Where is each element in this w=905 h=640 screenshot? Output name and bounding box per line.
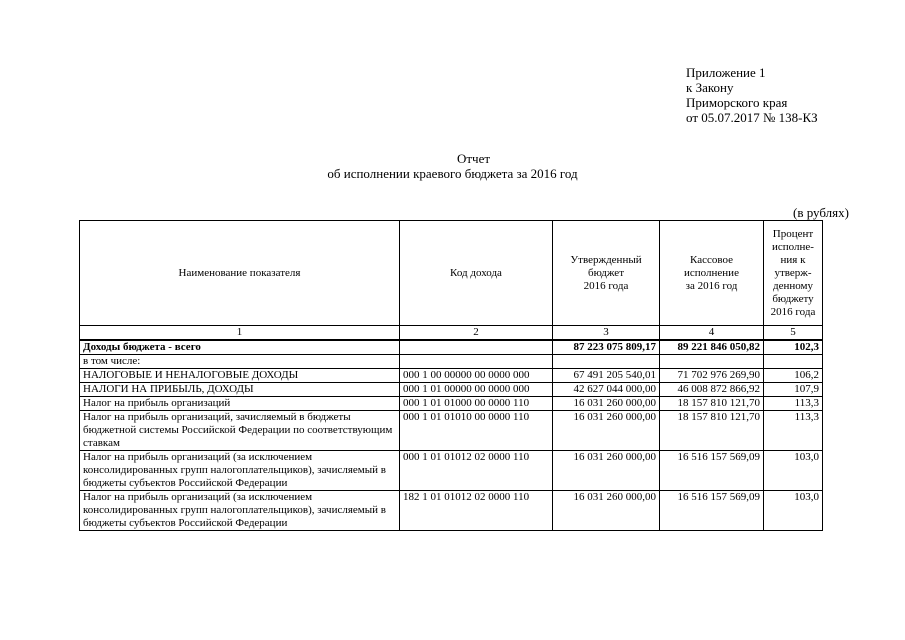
row-percent: 103,0: [764, 491, 823, 531]
row-execution: [660, 355, 764, 369]
table-row: [80, 411, 823, 451]
row-percent: 102,3: [764, 340, 823, 355]
column-number: 4: [660, 326, 764, 341]
row-name: Налог на прибыль организаций: [80, 397, 400, 411]
table-row: [80, 383, 823, 397]
row-name: НАЛОГОВЫЕ И НЕНАЛОГОВЫЕ ДОХОДЫ: [80, 369, 400, 383]
row-code: [400, 340, 553, 355]
row-percent: [764, 355, 823, 369]
column-number: 3: [553, 326, 660, 341]
row-name: Налог на прибыль организаций, зачисляемый в бюджеты бюджетной системы Российской Федерации по соответствующим ставкам: [80, 411, 400, 451]
document-title: [0, 151, 905, 181]
row-name: Налог на прибыль организаций (за исключением консолидированных групп налогоплательщиков), зачисляемый в бюджеты субъектов Российской Федерации: [80, 451, 400, 491]
row-name: Доходы бюджета - всего: [80, 340, 400, 355]
row-code: 182 1 01 01012 02 0000 110: [400, 491, 553, 531]
column-number: 2: [400, 326, 553, 341]
report-table: [79, 220, 823, 531]
row-budget: 87 223 075 809,17: [553, 340, 660, 355]
row-budget: [553, 355, 660, 369]
row-budget: 16 031 260 000,00: [553, 411, 660, 451]
row-code: [400, 355, 553, 369]
title-line-2: об исполнении краевого бюджета за 2016 год: [327, 166, 578, 181]
row-code: 000 1 01 00000 00 0000 000: [400, 383, 553, 397]
row-execution: 46 008 872 866,92: [660, 383, 764, 397]
appendix-line: от 05.07.2017 № 138-КЗ: [686, 110, 818, 125]
header-percent: Процент исполне- ния к утверж- денному бюджету 2016 года: [764, 221, 823, 326]
header-name: Наименование показателя: [80, 221, 400, 326]
row-execution: 16 516 157 569,09: [660, 491, 764, 531]
row-name: Налог на прибыль организаций (за исключением консолидированных групп налогоплательщиков), зачисляемый в бюджеты субъектов Российской Федерации: [80, 491, 400, 531]
header-execution: Кассовое исполнение за 2016 год: [660, 221, 764, 326]
header-budget: Утвержденный бюджет 2016 года: [553, 221, 660, 326]
appendix-line: Приморского края: [686, 95, 788, 110]
table-row: [80, 355, 823, 369]
row-percent: 107,9: [764, 383, 823, 397]
row-execution: 16 516 157 569,09: [660, 451, 764, 491]
table-row: [80, 397, 823, 411]
row-execution: 18 157 810 121,70: [660, 411, 764, 451]
units-label: (в рублях): [793, 205, 849, 220]
header-code: Код дохода: [400, 221, 553, 326]
appendix-block: [686, 65, 818, 125]
table-row: [80, 340, 823, 355]
row-code: 000 1 01 01000 00 0000 110: [400, 397, 553, 411]
row-code: 000 1 01 01010 00 0000 110: [400, 411, 553, 451]
row-budget: 67 491 205 540,01: [553, 369, 660, 383]
row-budget: 16 031 260 000,00: [553, 451, 660, 491]
table-row: [80, 491, 823, 531]
row-percent: 113,3: [764, 411, 823, 451]
row-execution: 71 702 976 269,90: [660, 369, 764, 383]
row-name: НАЛОГИ НА ПРИБЫЛЬ, ДОХОДЫ: [80, 383, 400, 397]
row-code: 000 1 00 00000 00 0000 000: [400, 369, 553, 383]
row-percent: 103,0: [764, 451, 823, 491]
column-number: 1: [80, 326, 400, 341]
table-row: [80, 451, 823, 491]
row-execution: 89 221 846 050,82: [660, 340, 764, 355]
table-row: [80, 369, 823, 383]
appendix-line: Приложение 1: [686, 65, 766, 80]
row-budget: 42 627 044 000,00: [553, 383, 660, 397]
row-execution: 18 157 810 121,70: [660, 397, 764, 411]
appendix-line: к Закону: [686, 80, 734, 95]
row-percent: 113,3: [764, 397, 823, 411]
column-number-row: [80, 326, 823, 341]
row-percent: 106,2: [764, 369, 823, 383]
table-header-row: [80, 221, 823, 326]
row-budget: 16 031 260 000,00: [553, 397, 660, 411]
column-number: 5: [764, 326, 823, 341]
row-code: 000 1 01 01012 02 0000 110: [400, 451, 553, 491]
row-name: в том числе:: [80, 355, 400, 369]
title-line-1: Отчет: [456, 151, 491, 166]
row-budget: 16 031 260 000,00: [553, 491, 660, 531]
